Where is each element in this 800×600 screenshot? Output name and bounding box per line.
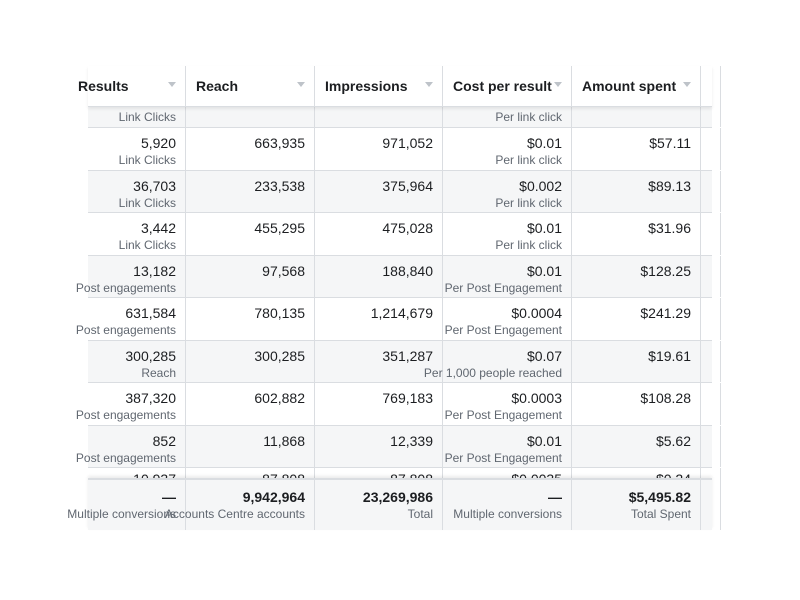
impressions-cell <box>315 426 443 467</box>
cost-value: $0.01 <box>526 433 562 449</box>
impressions-value: 188,840 <box>382 263 433 279</box>
spent-cell <box>572 298 701 340</box>
impressions-total-cell <box>315 480 443 530</box>
spent-total: $5,495.82 <box>628 489 691 505</box>
column-header-label: Reach <box>196 78 239 94</box>
results-value: 36,703 <box>133 178 176 194</box>
results-value: 300,285 <box>125 348 176 364</box>
impressions-value: 375,964 <box>382 178 433 194</box>
results-type: Post engagements <box>75 281 176 295</box>
cost-cell <box>443 256 572 297</box>
results-value: 3,442 <box>140 220 176 236</box>
spent-value: $89.13 <box>648 178 691 194</box>
column-header-overflow <box>701 66 721 106</box>
overflow-cell <box>701 128 721 170</box>
spent-cell <box>572 256 701 297</box>
column-header-label: Results <box>78 78 129 94</box>
spent-value: $57.11 <box>649 135 691 151</box>
sort-caret-icon[interactable] <box>554 82 562 87</box>
cost-value: $0.0004 <box>511 305 562 321</box>
impressions-value: 12,339 <box>390 433 433 449</box>
reach-cell <box>186 256 315 297</box>
cost-type: Per link click <box>495 153 562 167</box>
spent-cell <box>572 128 701 170</box>
results-cell <box>48 171 186 212</box>
cost-type: Per Post Engagement <box>444 323 562 337</box>
table-row[interactable] <box>88 106 712 128</box>
spent-value: $5.62 <box>655 433 691 449</box>
results-value: 13,182 <box>133 263 176 279</box>
results-type: Link Clicks <box>118 196 176 210</box>
spent-cell <box>572 213 701 255</box>
column-header-label: Cost per result <box>453 78 552 94</box>
cost-cell <box>443 128 572 170</box>
reach-cell <box>186 171 315 212</box>
cost-cell <box>443 171 572 212</box>
spent-value: $128.25 <box>640 263 691 279</box>
table-row[interactable] <box>88 128 712 171</box>
sort-caret-icon[interactable] <box>425 82 433 87</box>
results-total-label: Multiple conversions <box>67 507 176 521</box>
results-type: Link Clicks <box>118 238 176 252</box>
results-type: Link Clicks <box>118 110 176 124</box>
spent-cell <box>572 171 701 212</box>
results-type: Post engagements <box>75 451 176 465</box>
table-row[interactable] <box>75 426 712 468</box>
impressions-total-label: Total <box>407 507 433 521</box>
table-row[interactable] <box>75 298 712 341</box>
reach-value: 11,868 <box>263 433 305 449</box>
overflow-cell <box>701 256 721 297</box>
reach-cell <box>186 128 315 170</box>
impressions-value: 971,052 <box>382 135 433 151</box>
results-total: — <box>162 489 176 505</box>
reach-cell <box>186 341 315 382</box>
table-header <box>78 66 712 107</box>
spent-value: $19.61 <box>648 348 691 364</box>
impressions-value: 475,028 <box>382 220 433 236</box>
spent-value: $241.29 <box>640 305 691 321</box>
cost-value: $0.002 <box>519 178 562 194</box>
spent-value: $31.96 <box>648 220 691 236</box>
column-header-results[interactable] <box>68 66 186 106</box>
results-cell <box>48 298 186 340</box>
results-value: 852 <box>152 433 176 449</box>
table-row[interactable] <box>88 213 712 256</box>
reach-value: 97,568 <box>262 263 305 279</box>
cost-type: Per Post Engagement <box>444 281 562 295</box>
reach-value: 233,538 <box>254 178 305 194</box>
results-type: Reach <box>141 366 176 380</box>
impressions-cell <box>315 256 443 297</box>
column-header-label: Amount spent <box>582 78 677 94</box>
cost-value: $0.01 <box>526 220 562 236</box>
spent-cell <box>572 106 701 127</box>
impressions-value: 351,287 <box>382 348 433 364</box>
table-row[interactable] <box>75 256 712 298</box>
overflow-cell <box>701 213 721 255</box>
cost-value: $0.01 <box>526 135 562 151</box>
results-cell <box>48 383 186 425</box>
impressions-cell <box>315 128 443 170</box>
spent-cell <box>572 383 701 425</box>
cost-value: $0.01 <box>526 263 562 279</box>
reach-total-label: Accounts Centre accounts <box>164 507 305 521</box>
reach-value: 300,285 <box>254 348 305 364</box>
spent-cell <box>572 426 701 467</box>
cost-type: Per link click <box>495 196 562 210</box>
overflow-cell <box>701 426 721 467</box>
reach-value: 780,135 <box>254 305 305 321</box>
cost-type: Per link click <box>495 110 562 124</box>
impressions-cell <box>315 106 443 127</box>
cost-type: Per Post Engagement <box>444 408 562 422</box>
impressions-cell <box>315 383 443 425</box>
cost-total-label: Multiple conversions <box>453 507 562 521</box>
reach-value: 455,295 <box>254 220 305 236</box>
column-header-amount-spent[interactable] <box>572 66 701 106</box>
cost-type: Per link click <box>495 238 562 252</box>
impressions-cell <box>315 213 443 255</box>
results-cell <box>48 128 186 170</box>
cost-cell <box>443 426 572 467</box>
spent-value: $108.28 <box>640 390 691 406</box>
cost-value: $0.0003 <box>511 390 562 406</box>
overflow-cell <box>701 171 721 212</box>
spent-total-label: Total Spent <box>630 507 691 521</box>
cost-type: Per Post Engagement <box>444 451 562 465</box>
cost-type: Per 1,000 people reached <box>423 366 562 380</box>
results-type: Link Clicks <box>118 153 176 167</box>
cost-cell <box>443 106 572 127</box>
results-cell <box>48 256 186 297</box>
table-row[interactable] <box>88 341 712 383</box>
cost-cell <box>443 213 572 255</box>
reach-value: 663,935 <box>254 135 305 151</box>
results-type: Post engagements <box>75 408 176 422</box>
reach-total: 9,942,964 <box>242 489 305 505</box>
reach-cell <box>186 383 315 425</box>
ads-results-table <box>67 66 712 528</box>
cost-cell <box>423 341 572 382</box>
table-row[interactable] <box>75 383 712 426</box>
results-value: 5,920 <box>140 135 176 151</box>
reach-cell <box>186 213 315 255</box>
impressions-cell <box>315 298 443 340</box>
overflow-cell <box>701 341 721 382</box>
cost-total: — <box>548 489 562 505</box>
results-cell <box>48 341 186 382</box>
reach-total-cell <box>164 480 315 530</box>
cost-value: $0.07 <box>526 348 562 364</box>
spent-total-cell <box>572 480 701 530</box>
reach-cell <box>186 298 315 340</box>
column-header-label: Impressions <box>325 78 408 94</box>
sort-caret-icon[interactable] <box>168 82 176 87</box>
column-header-impressions[interactable] <box>315 66 443 106</box>
results-value: 631,584 <box>125 305 176 321</box>
column-header-reach[interactable] <box>186 66 315 106</box>
overflow-cell <box>701 298 721 340</box>
impressions-cell <box>315 171 443 212</box>
reach-cell <box>186 426 315 467</box>
cost-cell <box>443 383 572 425</box>
results-value: 387,320 <box>125 390 176 406</box>
results-total-cell <box>48 480 186 530</box>
sort-caret-icon[interactable] <box>683 82 691 87</box>
reach-cell <box>186 106 315 127</box>
impressions-total: 23,269,986 <box>362 489 433 505</box>
cost-total-cell <box>443 480 572 530</box>
cost-cell <box>443 298 572 340</box>
results-cell <box>48 213 186 255</box>
spent-cell <box>572 341 701 382</box>
sort-caret-icon[interactable] <box>297 82 305 87</box>
impressions-value: 1,214,679 <box>370 305 433 321</box>
overflow-cell <box>701 106 721 127</box>
impressions-value: 769,183 <box>382 390 433 406</box>
results-type: Post engagements <box>75 323 176 337</box>
results-cell <box>48 106 186 127</box>
totals-row <box>67 478 712 530</box>
overflow-cell <box>701 480 721 530</box>
overflow-cell <box>701 383 721 425</box>
table-row[interactable] <box>88 171 712 213</box>
column-header-cost-per-result[interactable] <box>443 66 572 106</box>
results-cell <box>48 426 186 467</box>
reach-value: 602,882 <box>254 390 305 406</box>
